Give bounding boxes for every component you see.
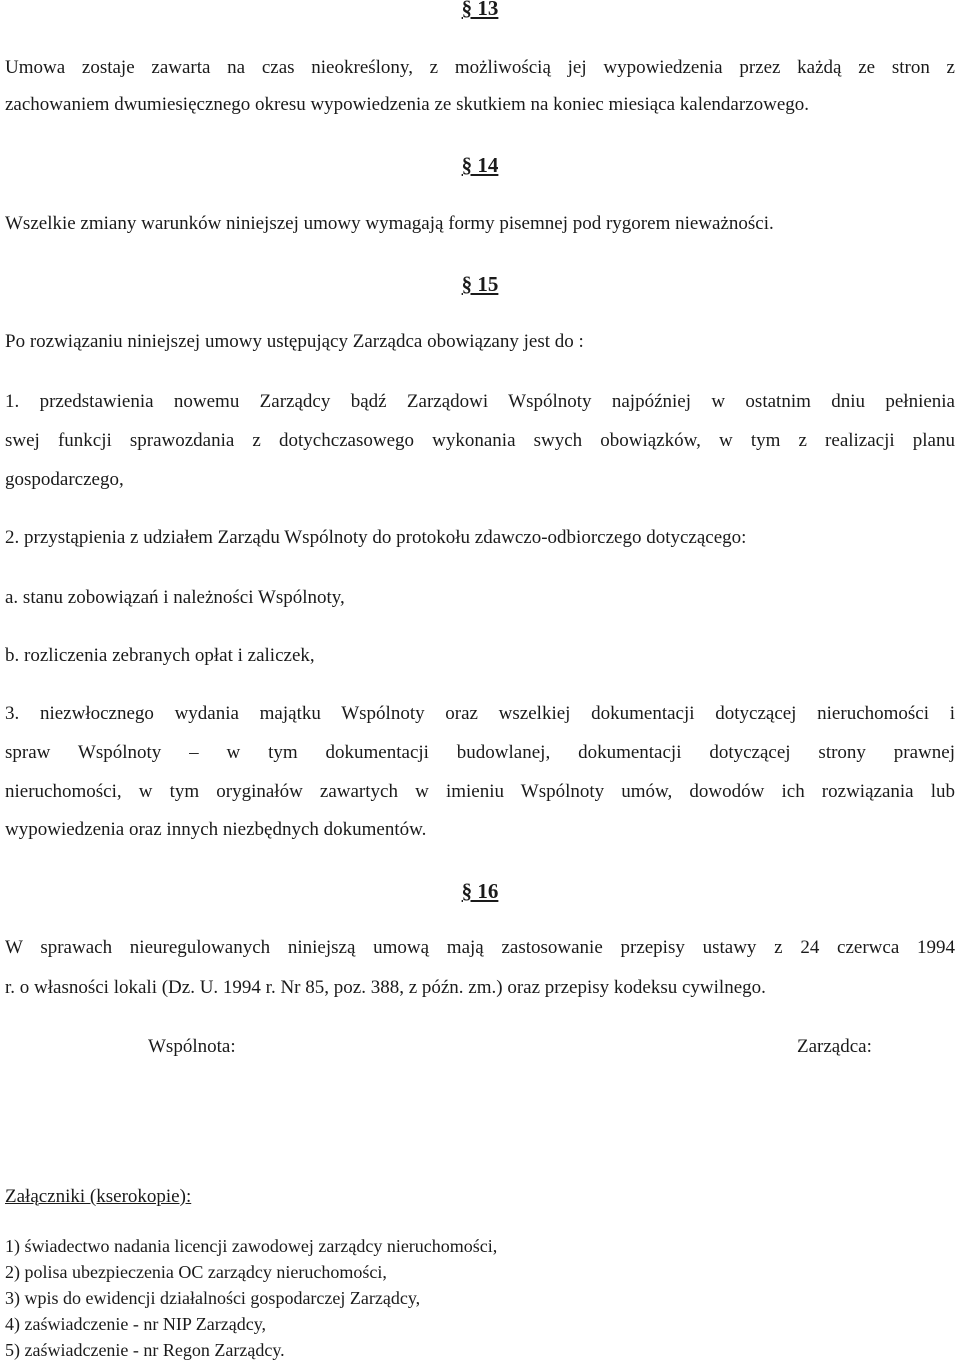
section-14-heading: § 14 [461, 153, 499, 177]
section-16-line-1: W sprawach nieuregulowanych niniejszą umową mają zastosowanie przepisy ustawy z 24 czerwca 1994 [5, 937, 955, 958]
signature-label-wspolnota: Wspólnota: [148, 1036, 236, 1057]
attachment-item-3: 3) wpis do ewidencji działalności gospodarczej Zarządcy, [5, 1288, 421, 1308]
section-15-intro: Po rozwiązaniu niniejszej umowy ustępujący Zarządca obowiązany jest do : [5, 331, 584, 352]
section-15-item-2a: a. stanu zobowiązań i należności Wspólnoty, [5, 587, 345, 608]
section-16-line-2: r. o własności lokali (Dz. U. 1994 r. Nr 85, poz. 388, z późn. zm.) oraz przepisy kodeksu cywilnego. [5, 977, 766, 998]
section-15-item-3-line-3: nieruchomości, w tym oryginałów zawartych w imieniu Wspólnoty umów, dowodów ich rozwiązania lub [5, 781, 955, 802]
section-15-heading: § 15 [461, 272, 499, 296]
section-13-line-1: Umowa zostaje zawarta na czas nieokreślony, z możliwością jej wypowiedzenia przez każdą ze stron z [5, 57, 955, 78]
section-15-item-3-line-2: spraw Wspólnoty – w tym dokumentacji budowlanej, dokumentacji dotyczącej strony prawnej [5, 742, 955, 763]
section-14-line-1: Wszelkie zmiany warunków niniejszej umowy wymagają formy pisemnej pod rygorem nieważności. [5, 213, 774, 234]
attachment-item-5: 5) zaświadczenie - nr Regon Zarządcy. [5, 1340, 285, 1360]
section-16-heading: § 16 [461, 879, 499, 903]
section-15-item-1-line-3: gospodarczego, [5, 469, 124, 490]
attachment-item-2: 2) polisa ubezpieczenia OC zarządcy nieruchomości, [5, 1262, 387, 1282]
section-15-item-2b: b. rozliczenia zebranych opłat i zaliczek, [5, 645, 315, 666]
attachment-item-4: 4) zaświadczenie - nr NIP Zarządcy, [5, 1314, 267, 1334]
section-15-item-1-line-1: 1. przedstawienia nowemu Zarządcy bądź Zarządowi Wspólnoty najpóźniej w ostatnim dniu pełnienia [5, 391, 955, 412]
attachments-title: Załączniki (kserokopie): [5, 1186, 192, 1207]
attachment-item-1: 1) świadectwo nadania licencji zawodowej zarządcy nieruchomości, [5, 1236, 498, 1256]
section-15-item-2: 2. przystąpienia z udziałem Zarządu Wspólnoty do protokołu zdawczo-odbiorczego dotyczącego: [5, 527, 747, 548]
section-15-item-3-line-1: 3. niezwłocznego wydania majątku Wspólnoty oraz wszelkiej dokumentacji dotyczącej nieruchomości i [5, 703, 955, 724]
section-15-item-1-line-2: swej funkcji sprawozdania z dotychczasowego wykonania swych obowiązków, w tym z realizacji planu [5, 430, 955, 451]
section-15-item-3-line-4: wypowiedzenia oraz innych niezbędnych dokumentów. [5, 819, 427, 840]
section-13-heading: § 13 [461, 0, 499, 20]
signature-label-zarzadca: Zarządca: [797, 1036, 872, 1057]
section-13-line-2: zachowaniem dwumiesięcznego okresu wypowiedzenia ze skutkiem na koniec miesiąca kalendarzowego. [5, 94, 810, 115]
